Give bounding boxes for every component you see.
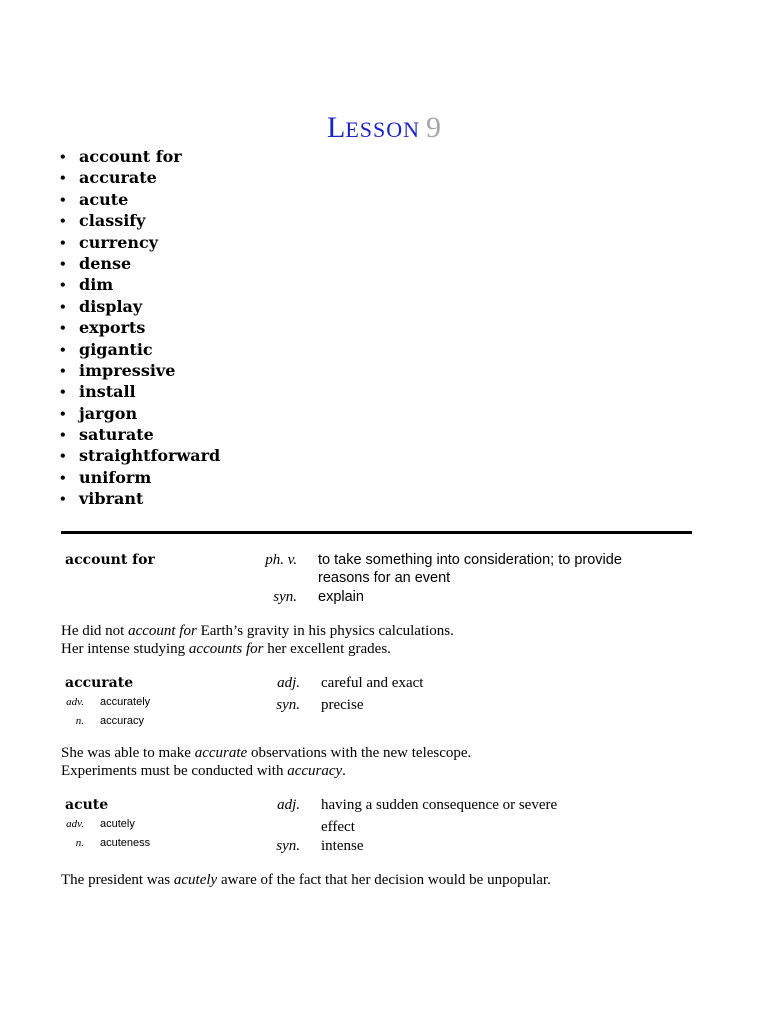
entry-term-accurate: accurate [65, 675, 134, 691]
vocabulary-item [60, 146, 220, 167]
bullet-icon: • [60, 469, 66, 487]
vocabulary-item [60, 360, 220, 381]
vocabulary-item [60, 232, 220, 253]
entry-pos-account-for: ph. v. [265, 552, 297, 568]
form-pos: n. [75, 715, 84, 727]
vocabulary-word: uniform [79, 467, 152, 487]
form-word: acutely [100, 818, 135, 830]
vocabulary-item [60, 339, 220, 360]
entry-syn-acute: intense [321, 838, 364, 854]
lesson-number: 9 [426, 111, 441, 144]
entry-definition-account-for-line1: to take something into consideration; to provide [318, 552, 622, 568]
vocabulary-word: dim [79, 275, 114, 295]
vocabulary-word: straightforward [79, 446, 221, 466]
bullet-icon: • [60, 149, 66, 166]
vocabulary-word: account for [79, 147, 182, 166]
bullet-icon: • [60, 448, 66, 466]
vocabulary-word: classify [79, 211, 146, 231]
form-pos: n. [75, 837, 84, 849]
vocabulary-item [60, 253, 220, 274]
entry-definition-acute-line2: effect [321, 819, 355, 835]
entry-syn-accurate: precise [321, 697, 364, 713]
vocabulary-word: currency [79, 232, 159, 252]
bullet-icon: • [60, 213, 66, 231]
vocabulary-word: acute [79, 189, 129, 209]
example-sentence: The president was acutely aware of the fact that her decision would be unpopular. [61, 872, 551, 888]
entry-syn-label-account-for: syn. [273, 589, 297, 605]
bullet-icon: • [60, 298, 66, 316]
form-word: acuteness [100, 837, 151, 849]
example-sentence: Her intense studying accounts for her excellent grades. [61, 641, 391, 657]
bullet-icon: • [60, 277, 66, 295]
vocabulary-item [60, 296, 220, 317]
entry-syn-label-accurate: syn. [276, 697, 300, 713]
entry-pos-acute: adj. [277, 797, 300, 813]
form-word: accurately [100, 696, 151, 708]
entry-pos-accurate: adj. [277, 675, 300, 691]
bullet-icon: • [60, 384, 66, 402]
example-sentence: Experiments must be conducted with accuracy. [61, 763, 346, 779]
entry-term-account-for: account for [65, 552, 155, 568]
vocabulary-word: saturate [79, 425, 154, 445]
bullet-icon: • [60, 405, 66, 423]
vocabulary-word: gigantic [79, 339, 153, 359]
vocabulary-item [60, 467, 220, 488]
bullet-icon: • [60, 191, 66, 209]
entry-definition-account-for-line2: reasons for an event [318, 570, 451, 586]
vocabulary-item [60, 167, 220, 188]
title-rest: ESSON [345, 117, 420, 142]
example-sentence: She was able to make accurate observations with the new telescope. [61, 745, 472, 761]
bullet-icon: • [60, 427, 66, 445]
form-pos: adv. [66, 696, 84, 708]
bullet-icon: • [60, 362, 66, 380]
vocabulary-word: vibrant [79, 489, 144, 509]
vocabulary-word: display [79, 296, 143, 316]
vocabulary-word: exports [79, 318, 146, 338]
entry-definition-acute-line1: having a sudden consequence or severe [321, 797, 558, 813]
example-sentence: He did not account for Earth’s gravity in his physics calculations. [61, 623, 454, 639]
bullet-icon: • [60, 255, 66, 273]
vocabulary-item [60, 381, 220, 402]
lesson-title [0, 110, 768, 148]
vocabulary-word: accurate [79, 168, 157, 188]
bullet-icon: • [60, 234, 66, 252]
vocabulary-item [60, 424, 220, 445]
vocabulary-word: install [79, 382, 136, 402]
entry-syn-label-acute: syn. [276, 838, 300, 854]
entry-definition-accurate: careful and exact [321, 675, 424, 691]
title-first-letter: L [326, 111, 346, 144]
bullet-icon: • [60, 341, 66, 359]
bullet-icon: • [60, 491, 66, 509]
vocabulary-item [60, 403, 220, 424]
vocabulary-item [60, 274, 220, 295]
entry-term-acute: acute [65, 797, 109, 813]
bullet-icon: • [60, 170, 66, 188]
form-pos: adv. [66, 818, 84, 830]
form-word: accuracy [100, 715, 145, 727]
section-divider [61, 531, 692, 534]
bullet-icon: • [60, 320, 66, 338]
entry-syn-account-for: explain [318, 589, 364, 605]
vocabulary-item [60, 210, 220, 231]
vocabulary-word: jargon [79, 403, 138, 423]
vocabulary-list [60, 146, 220, 510]
vocabulary-word: dense [79, 253, 132, 273]
vocabulary-item [60, 189, 220, 210]
vocabulary-item [60, 488, 220, 509]
vocabulary-item [60, 317, 220, 338]
vocabulary-item [60, 445, 220, 466]
vocabulary-word: impressive [79, 360, 176, 380]
